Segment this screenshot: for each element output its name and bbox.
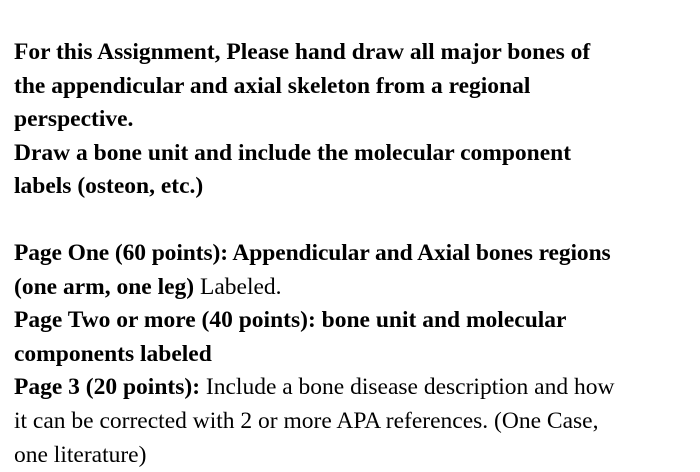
bone-unit-line: Draw a bone unit and include the molecular component: [14, 139, 572, 166]
page-requirements: [14, 237, 698, 472]
paragraph-spacer: [14, 204, 698, 237]
assignment-document: [14, 36, 698, 472]
page-one-label-cont: (one arm, one leg): [14, 273, 195, 300]
page-one-detail: Labeled.: [194, 273, 282, 300]
page-one-requirement: [14, 237, 698, 304]
intro-line: perspective.: [14, 106, 134, 133]
page-three-detail-line: one literature): [14, 441, 147, 468]
intro-line: For this Assignment, Please hand draw all major bones of: [14, 39, 591, 65]
page-two-requirement: [14, 304, 698, 371]
assignment-instructions: [14, 36, 698, 204]
page-three-label: Page 3 (20 points):: [14, 374, 201, 401]
page-two-label-cont: components labeled: [14, 340, 212, 367]
page-three-requirement: [14, 371, 698, 472]
page-three-detail-line: it can be corrected with 2 or more APA references. (One Case,: [14, 407, 599, 434]
page-one-label: Page One (60 points): Appendicular and Axial bones regions: [14, 239, 611, 266]
page-two-label: Page Two or more (40 points): bone unit and molecular: [14, 307, 567, 334]
page-three-detail: Include a bone disease description and how: [200, 374, 615, 401]
intro-line: the appendicular and axial skeleton from a regional: [14, 72, 531, 99]
bone-unit-line: labels (osteon, etc.): [14, 173, 204, 200]
